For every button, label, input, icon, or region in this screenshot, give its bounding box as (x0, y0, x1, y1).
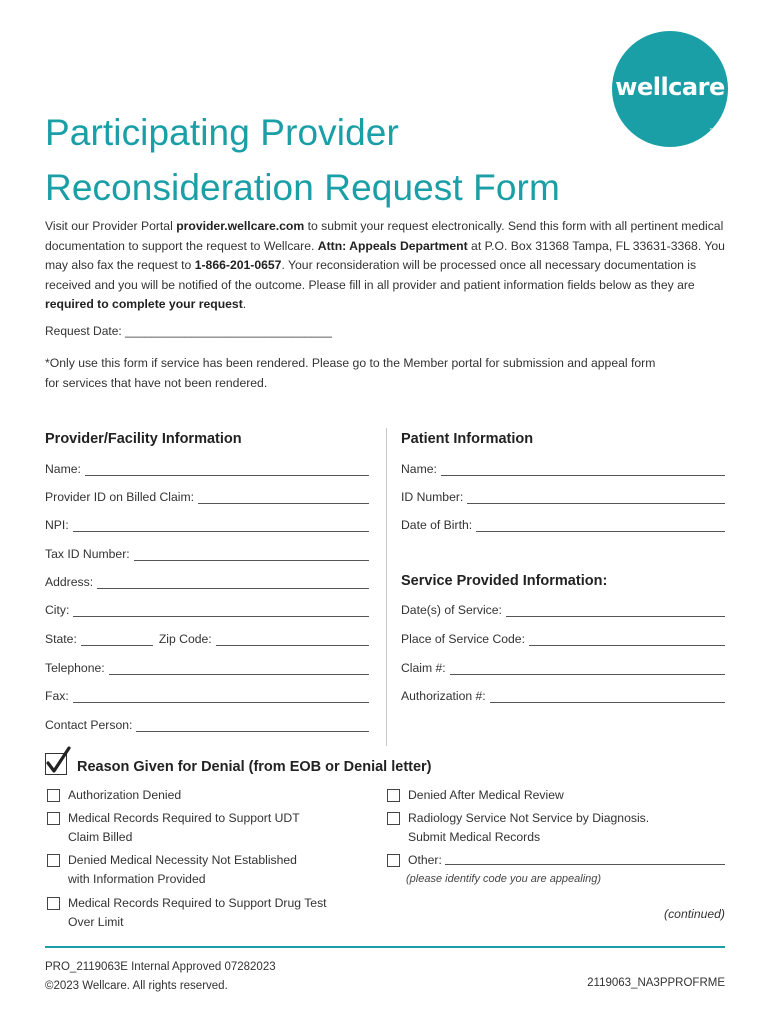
reason-checkbox-drug-test[interactable] (47, 894, 377, 932)
fax-field[interactable] (45, 689, 369, 703)
reason-heading-text: Reason Given for Denial (from EOB or Denial letter) (77, 759, 432, 775)
field-label: Claim #: (401, 661, 446, 675)
reason-checkbox-udt-records[interactable] (47, 809, 377, 847)
provider-name-field[interactable] (45, 462, 369, 476)
field-label: Address: (45, 575, 94, 589)
checkbox[interactable] (47, 789, 60, 802)
checkbox-label: Authorization Denied (68, 788, 182, 802)
field-label: Contact Person: (45, 718, 133, 732)
checkbox[interactable] (47, 854, 60, 867)
checkbox[interactable] (47, 897, 60, 910)
dob-field[interactable] (401, 518, 725, 532)
field-label: NPI: (45, 518, 69, 532)
trademark-mark: ™ (709, 128, 716, 135)
field-label: Tax ID Number: (45, 547, 130, 561)
patient-heading: Patient Information (401, 431, 534, 447)
input-line[interactable] (441, 464, 725, 476)
checkbox[interactable] (387, 812, 400, 825)
intro-text-1: Visit our Provider Portal (45, 219, 177, 233)
field-label: Date of Birth: (401, 518, 473, 532)
reason-checkbox-medical-review[interactable] (387, 786, 725, 805)
checkbox-label: Denied Medical Necessity Not Established with Information Provided (68, 853, 297, 886)
field-label: Date(s) of Service: (401, 603, 502, 617)
title-line-1: Participating Provider (45, 112, 399, 153)
portal-link[interactable]: provider.wellcare.com (176, 219, 305, 233)
input-line[interactable] (476, 520, 725, 532)
state-zip-field[interactable] (45, 632, 369, 646)
form-code: 2119063_NA3PPROFRME (587, 977, 725, 989)
input-line[interactable] (506, 605, 725, 617)
copyright: ©2023 Wellcare. All rights reserved. (45, 980, 228, 992)
place-code-field[interactable] (401, 632, 725, 646)
service-note: *Only use this form if service has been rendered. Please go to the Member portal for submission and appeal form for services that have not been rendered. (45, 356, 656, 390)
field-label: Zip Code: (158, 632, 212, 646)
contact-person-field[interactable] (45, 718, 369, 732)
input-line[interactable] (97, 577, 369, 589)
checkbox[interactable] (387, 854, 400, 867)
input-line[interactable] (85, 464, 369, 476)
tax-id-field[interactable] (45, 547, 369, 561)
field-label: Name: (401, 462, 437, 476)
checkmark-glyph (44, 746, 72, 776)
other-hint: (please identify code you are appealing) (406, 873, 602, 885)
patient-id-field[interactable] (401, 490, 725, 504)
checkbox[interactable] (387, 789, 400, 802)
required-note: required to complete your request (45, 297, 243, 312)
zip-input-line[interactable] (216, 634, 369, 646)
intro-text-4: . Your reconsideration will be processed once all necessary documentation is received and you will be notified of the outcome. Please fill in all provider and patient information fields below as they are (45, 258, 697, 292)
input-line[interactable] (109, 663, 369, 675)
intro-paragraph (45, 217, 735, 315)
field-label: Fax: (45, 689, 69, 703)
reason-checkbox-authorization-denied[interactable] (47, 786, 377, 805)
checkbox-label: Radiology Service Not Service by Diagnosis. Submit Medical Records (408, 811, 650, 844)
checkbox-label: Medical Records Required to Support UDT Claim Billed (68, 811, 300, 844)
field-label: Telephone: (45, 661, 105, 675)
field-label: Provider ID on Billed Claim: (45, 490, 195, 504)
footer-left (45, 958, 276, 996)
footer-divider (45, 946, 725, 948)
state-input-line[interactable] (81, 634, 153, 646)
reason-checkbox-radiology[interactable] (387, 809, 725, 847)
reason-checkbox-other[interactable] (387, 851, 725, 870)
continued-label: (continued) (664, 907, 725, 921)
service-dates-field[interactable] (401, 603, 725, 617)
reason-heading (45, 753, 432, 775)
wellcare-logo (612, 31, 728, 147)
appeals-dept: Attn: Appeals Department (317, 238, 468, 253)
field-label: State: (45, 632, 77, 646)
column-divider (386, 428, 387, 746)
telephone-field[interactable] (45, 661, 369, 675)
input-line[interactable] (490, 691, 725, 703)
field-label: Name: (45, 462, 81, 476)
input-line[interactable] (467, 492, 725, 504)
field-label: ID Number: (401, 490, 464, 504)
reason-checkbox-medical-necessity[interactable] (47, 851, 377, 889)
field-label: Authorization #: (401, 689, 486, 703)
intro-text-2: to submit your request electronically. Send this form with all pertinent medical documentation to support the request to Wellcare. (45, 219, 724, 253)
authorization-field[interactable] (401, 689, 725, 703)
checkmark-icon (45, 753, 67, 775)
checkbox-label: Other: (408, 853, 442, 867)
page-title (45, 105, 560, 215)
input-line[interactable] (73, 520, 369, 532)
checkbox-label: Denied After Medical Review (408, 788, 564, 802)
title-line-2: Reconsideration Request Form (45, 167, 560, 208)
field-label: Place of Service Code: (401, 632, 525, 646)
service-heading: Service Provided Information: (401, 573, 608, 589)
npi-field[interactable] (45, 518, 369, 532)
field-label: City: (45, 603, 70, 617)
checkbox[interactable] (47, 812, 60, 825)
logo-text: wellcare (615, 73, 725, 101)
city-field[interactable] (45, 603, 369, 617)
intro-text-3: at P.O. Box 31368 Tampa, FL 33631-3368. You may also fax the request to (45, 238, 725, 273)
patient-name-field[interactable] (401, 462, 725, 476)
intro-text-5: . (242, 297, 247, 312)
input-line[interactable] (73, 691, 369, 703)
checkbox-label: Medical Records Required to Support Drug Test Over Limit (68, 896, 327, 929)
input-line[interactable] (450, 663, 725, 675)
provider-heading: Provider/Facility Information (45, 431, 242, 447)
request-date-field[interactable]: Request Date: _______________________________ (45, 324, 332, 338)
input-line[interactable] (136, 720, 369, 732)
approval-code: PRO_2119063E Internal Approved 07282023 (45, 961, 276, 973)
input-line[interactable] (198, 492, 369, 504)
provider-id-field[interactable] (45, 490, 369, 504)
input-line[interactable] (529, 634, 725, 646)
fax-number: 1-866-201-0657 (194, 258, 282, 273)
input-line[interactable] (134, 549, 369, 561)
address-field[interactable] (45, 575, 369, 589)
other-input-line[interactable] (445, 851, 725, 865)
input-line[interactable] (73, 605, 369, 617)
claim-number-field[interactable] (401, 661, 725, 675)
